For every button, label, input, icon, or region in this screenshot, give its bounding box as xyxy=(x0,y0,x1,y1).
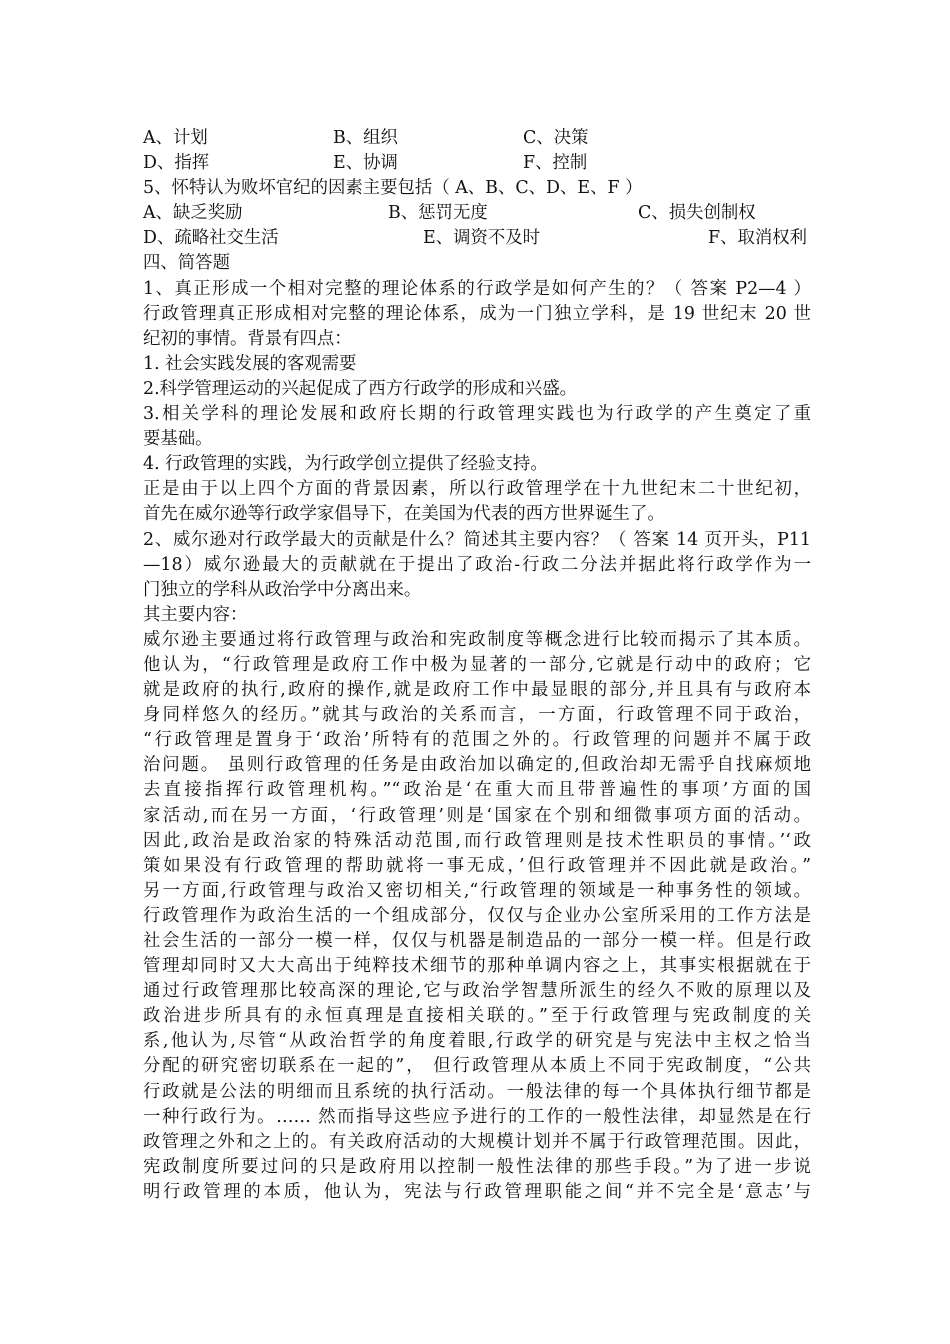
option-d: D、指挥 xyxy=(143,153,210,174)
text-line: —18）威尔逊最大的贡献就在于提出了政治-行政二分法并据此将行政学作为一 xyxy=(143,554,811,575)
q5-option-d: D、疏略社交生活 xyxy=(143,228,279,249)
options-row-2 xyxy=(143,151,823,176)
text-line: 他认为，“行政管理是政府工作中极为显著的一部分,它就是行动中的政府；它 xyxy=(143,654,811,675)
text-line: 策如果没有行政管理的帮助就将一事无成，’但行政管理并不因此就是政治。” xyxy=(143,855,811,876)
q5-option-f: F、取消权利 xyxy=(708,228,808,249)
q5-option-a: A、缺乏奖励 xyxy=(143,203,243,224)
text-line: 社会生活的一部分一模一样，仅仅与机器是制造品的一部分一模一样。但是行政 xyxy=(143,931,811,951)
option-a: A、计划 xyxy=(143,128,208,148)
text-line: 治问题。 虽则行政管理的任务是由政治加以确定的,但政治却无需乎自找麻烦地 xyxy=(143,755,811,776)
text-line: 行政管理作为政治生活的一个组成部分，仅仅与企业办公室所采用的工作方法是 xyxy=(143,905,811,926)
text-line: 就是政府的执行,政府的操作,就是政府工作中最显眼的部分,并且具有与政府本 xyxy=(143,680,811,701)
q5-option-e: E、调资不及时 xyxy=(423,228,541,249)
option-f: F、控制 xyxy=(523,153,588,174)
text-line: 门独立的学科从政治学中分离出来。 xyxy=(143,579,422,600)
text-line: 系,他认为,尽管“从政治哲学的角度着眼,行政学的研究是与宪法中主权之恰当 xyxy=(143,1031,811,1052)
text-line: 威尔逊主要通过将行政管理与政治和宪政制度等概念进行比较而揭示了其本质。 xyxy=(143,629,811,650)
text-line: 另一方面,行政管理与政治又密切相关,“行政管理的领域是一种事务性的领域。 xyxy=(143,880,811,901)
text-line: 3.相关学科的理论发展和政府长期的行政管理实践也为行政学的产生奠定了重 xyxy=(143,404,811,425)
text-line: 去直接指挥行政管理机构。”“政治是‘在重大而且带普遍性的事项’方面的国 xyxy=(143,780,811,801)
option-e: E、协调 xyxy=(333,153,398,174)
q5-option-c: C、损失创制权 xyxy=(638,203,756,224)
text-line: “行政管理是置身于‘政治’所特有的范围之外的。行政管理的问题并不属于政 xyxy=(143,730,811,751)
q5-option-b: B、惩罚无度 xyxy=(388,203,488,224)
text-line: 1、真正形成一个相对完整的理论体系的行政学是如何产生的？（ 答案 P2—4 ） xyxy=(143,278,811,299)
text-line: 4. 行政管理的实践，为行政学创立提供了经验支持。 xyxy=(143,454,548,475)
text-line: 2、威尔逊对行政学最大的贡献是什么？简述其主要内容？（ 答案 14 页开头，P11 xyxy=(143,529,811,550)
text-line: 宪政制度所要过问的只是政府用以控制一般性法律的那些手段。”为了进一步说 xyxy=(143,1156,811,1177)
body-text xyxy=(143,277,823,1205)
text-line: 通过行政管理那比较高深的理论,它与政治学智慧所派生的经久不败的原理以及 xyxy=(143,981,811,1002)
option-c: C、决策 xyxy=(523,128,589,148)
text-line: 首先在威尔逊等行政学家倡导下，在美国为代表的西方世界诞生了。 xyxy=(143,504,665,525)
text-line: 行政管理真正形成相对完整的理论体系，成为一门独立学科，是 19 世纪末 20 世 xyxy=(143,303,811,324)
document-page xyxy=(143,126,823,1205)
text-line: 正是由于以上四个方面的背景因素，所以行政管理学在十九世纪末二十世纪初， xyxy=(143,479,811,500)
question-5: 5、怀特认为败坏官纪的因素主要包括（ A、B、C、D、E、F ） xyxy=(143,178,643,199)
text-line: 管理却同时又大大高出于纯粹技术细节的那种单调内容之上，其事实根据就在于 xyxy=(143,956,811,977)
text-line: 身同样悠久的经历。”就其与政治的关系而言，一方面，行政管理不同于政治， xyxy=(143,705,811,726)
option-b: B、组织 xyxy=(333,128,398,148)
text-line: 分配的研究密切联系在一起的”， 但行政管理从本质上不同于宪政制度，“公共 xyxy=(143,1056,811,1077)
text-line: 政治进步所具有的永恒真理是直接相关联的。”至于行政管理与宪政制度的关 xyxy=(143,1006,811,1027)
text-line: 家活动,而在另一方面，‘行政管理’则是‘国家在个别和细微事项方面的活动。 xyxy=(143,805,811,826)
q5-options-row-1 xyxy=(143,201,823,226)
text-line: 明行政管理的本质，他认为，宪法与行政管理职能之间“并不完全是‘意志’与 xyxy=(143,1181,811,1202)
text-line: 要基础。 xyxy=(143,429,213,450)
text-line: 2.科学管理运动的兴起促成了西方行政学的形成和兴盛。 xyxy=(143,378,577,399)
text-line: 因此,政治是政治家的特殊活动范围,而行政管理则是技术性职员的事情。’‘政 xyxy=(143,830,811,851)
q5-options-row-2 xyxy=(143,226,823,251)
text-line: 其主要内容： xyxy=(143,604,248,625)
section-title: 四、简答题 xyxy=(143,253,230,274)
text-line: 一种行政行为。…… 然而指导这些应予进行的工作的一般性法律，却显然是在行 xyxy=(143,1106,811,1127)
text-line: 政管理之外和之上的。有关政府活动的大规模计划并不属于行政管理范围。因此， xyxy=(143,1131,811,1152)
options-row-1 xyxy=(143,126,823,151)
text-line: 行政就是公法的明细而且系统的执行活动。一般法律的每一个具体执行细节都是 xyxy=(143,1081,811,1102)
text-line: 纪初的事情。背景有四点： xyxy=(143,328,352,349)
text-line: 1. 社会实践发展的客观需要 xyxy=(143,353,357,374)
